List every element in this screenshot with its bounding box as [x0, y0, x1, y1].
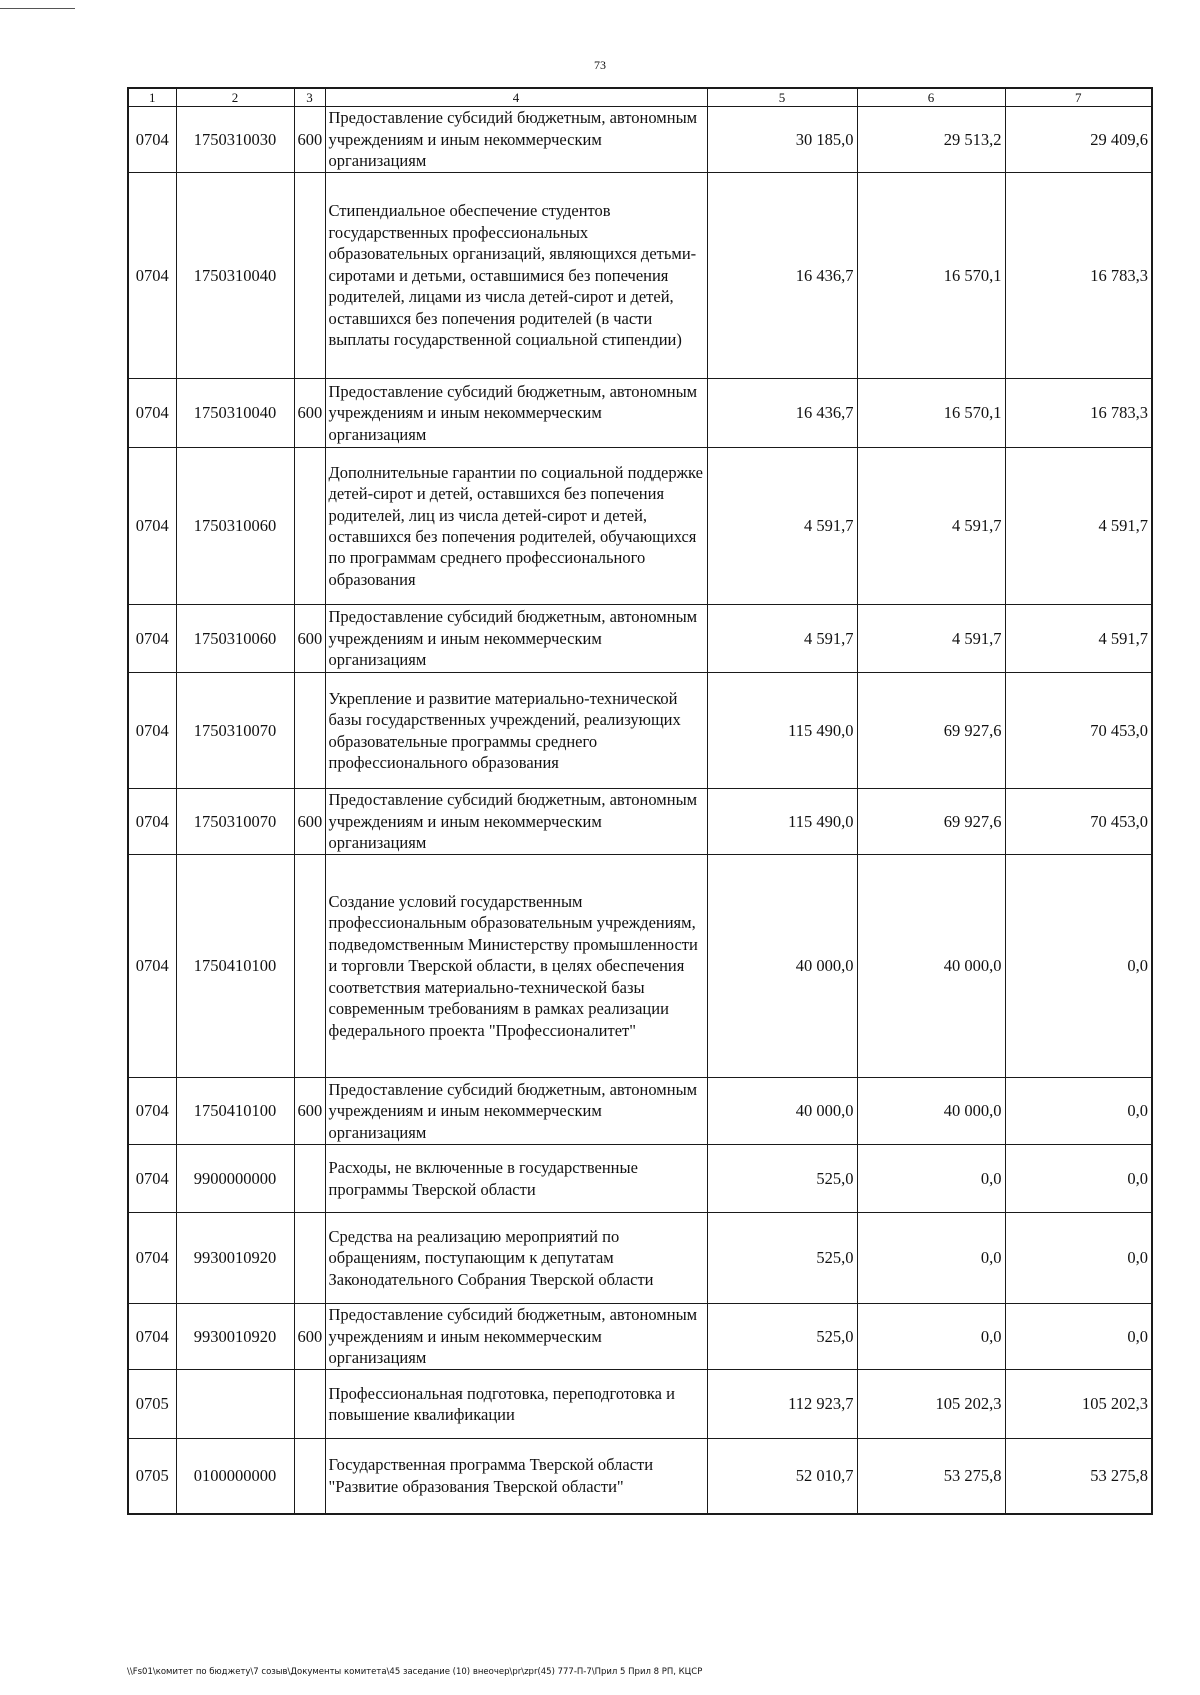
target-code: 1750310040	[176, 173, 294, 379]
table-row	[128, 605, 1152, 673]
amount-col6: 105 202,3	[857, 1370, 1005, 1439]
amount-col7: 0,0	[1005, 855, 1152, 1078]
expense-code	[294, 1145, 325, 1213]
expense-code: 600	[294, 789, 325, 855]
column-header: 6	[857, 88, 1005, 107]
expense-code	[294, 673, 325, 789]
expense-code: 600	[294, 605, 325, 673]
section-code: 0704	[128, 1078, 176, 1145]
section-code: 0704	[128, 1304, 176, 1370]
item-description: Создание условий государственным профессиональным образовательным учреждениям, подведомственным Министерству промышленности и торговли Тверской области, в целях обеспечения соответствия материально-технической базы современным требованиям в рамках реализации федерального проекта "Профессионалитет"	[325, 855, 707, 1078]
expense-code	[294, 1439, 325, 1514]
expense-code	[294, 173, 325, 379]
amount-col5: 52 010,7	[707, 1439, 857, 1514]
section-code: 0704	[128, 1213, 176, 1304]
table-row	[128, 379, 1152, 448]
amount-col6: 0,0	[857, 1304, 1005, 1370]
section-code: 0704	[128, 448, 176, 605]
item-description: Профессиональная подготовка, переподготовка и повышение квалификации	[325, 1370, 707, 1439]
amount-col7: 16 783,3	[1005, 379, 1152, 448]
amount-col6: 4 591,7	[857, 605, 1005, 673]
target-code: 1750310070	[176, 673, 294, 789]
table-row	[128, 1439, 1152, 1514]
table-row	[128, 1145, 1152, 1213]
expense-code	[294, 855, 325, 1078]
section-code: 0705	[128, 1370, 176, 1439]
section-code: 0704	[128, 605, 176, 673]
amount-col6: 40 000,0	[857, 855, 1005, 1078]
file-path-footer: \\Fs01\комитет по бюджету\7 созыв\Документы комитета\45 заседание (10) внеочер\pr\zpr(45) 777-П-7\Прил 5 Прил 8 РП, КЦСР	[127, 1667, 703, 1677]
amount-col5: 115 490,0	[707, 789, 857, 855]
target-code: 1750310040	[176, 379, 294, 448]
amount-col5: 16 436,7	[707, 173, 857, 379]
item-description: Дополнительные гарантии по социальной поддержке детей-сирот и детей, оставшихся без попечения родителей, лиц из числа детей-сирот и детей, оставшихся без попечения родителей, обучающихся по программам среднего профессионального образования	[325, 448, 707, 605]
amount-col5: 40 000,0	[707, 1078, 857, 1145]
amount-col6: 0,0	[857, 1213, 1005, 1304]
amount-col5: 4 591,7	[707, 605, 857, 673]
column-header: 7	[1005, 88, 1152, 107]
table-row	[128, 107, 1152, 173]
target-code: 1750310060	[176, 605, 294, 673]
amount-col6: 4 591,7	[857, 448, 1005, 605]
header-row	[128, 88, 1152, 107]
amount-col5: 115 490,0	[707, 673, 857, 789]
target-code: 9930010920	[176, 1213, 294, 1304]
amount-col7: 0,0	[1005, 1304, 1152, 1370]
item-description: Предоставление субсидий бюджетным, автономным учреждениям и иным некоммерческим организациям	[325, 1304, 707, 1370]
target-code: 1750410100	[176, 1078, 294, 1145]
table-row	[128, 1078, 1152, 1145]
amount-col5: 40 000,0	[707, 855, 857, 1078]
expense-code: 600	[294, 107, 325, 173]
amount-col6: 16 570,1	[857, 173, 1005, 379]
target-code: 1750410100	[176, 855, 294, 1078]
amount-col6: 40 000,0	[857, 1078, 1005, 1145]
amount-col7: 0,0	[1005, 1213, 1152, 1304]
amount-col5: 30 185,0	[707, 107, 857, 173]
table-row	[128, 1213, 1152, 1304]
amount-col5: 16 436,7	[707, 379, 857, 448]
table-row	[128, 1370, 1152, 1439]
amount-col7: 29 409,6	[1005, 107, 1152, 173]
expense-code: 600	[294, 1078, 325, 1145]
item-description: Расходы, не включенные в государственные программы Тверской области	[325, 1145, 707, 1213]
column-header: 5	[707, 88, 857, 107]
target-code: 1750310030	[176, 107, 294, 173]
target-code: 0100000000	[176, 1439, 294, 1514]
page-number: 73	[594, 58, 606, 72]
item-description: Предоставление субсидий бюджетным, автономным учреждениям и иным некоммерческим организациям	[325, 789, 707, 855]
amount-col5: 525,0	[707, 1304, 857, 1370]
expense-code	[294, 1370, 325, 1439]
item-description: Государственная программа Тверской области "Развитие образования Тверской области"	[325, 1439, 707, 1514]
amount-col7: 4 591,7	[1005, 605, 1152, 673]
item-description: Укрепление и развитие материально-технической базы государственных учреждений, реализующих образовательные программы среднего профессионального образования	[325, 673, 707, 789]
section-code: 0704	[128, 379, 176, 448]
amount-col6: 69 927,6	[857, 673, 1005, 789]
amount-col5: 525,0	[707, 1145, 857, 1213]
amount-col7: 70 453,0	[1005, 789, 1152, 855]
amount-col7: 16 783,3	[1005, 173, 1152, 379]
table-row	[128, 673, 1152, 789]
amount-col7: 0,0	[1005, 1078, 1152, 1145]
amount-col6: 29 513,2	[857, 107, 1005, 173]
item-description: Предоставление субсидий бюджетным, автономным учреждениям и иным некоммерческим организациям	[325, 107, 707, 173]
amount-col6: 16 570,1	[857, 379, 1005, 448]
target-code: 9900000000	[176, 1145, 294, 1213]
column-header: 2	[176, 88, 294, 107]
item-description: Средства на реализацию мероприятий по обращениям, поступающим к депутатам Законодательного Собрания Тверской области	[325, 1213, 707, 1304]
section-code: 0705	[128, 1439, 176, 1514]
amount-col7: 4 591,7	[1005, 448, 1152, 605]
item-description: Стипендиальное обеспечение студентов государственных профессиональных образовательных организаций, являющихся детьми-сиротами и детьми, оставшимися без попечения родителей, лицами из числа детей-сирот и детей, оставшихся без попечения родителей (в части выплаты государственной социальной стипендии)	[325, 173, 707, 379]
amount-col7: 53 275,8	[1005, 1439, 1152, 1514]
amount-col5: 4 591,7	[707, 448, 857, 605]
expense-code: 600	[294, 1304, 325, 1370]
budget-table	[127, 87, 1153, 1515]
column-header: 1	[128, 88, 176, 107]
target-code: 1750310060	[176, 448, 294, 605]
amount-col7: 105 202,3	[1005, 1370, 1152, 1439]
table-row	[128, 173, 1152, 379]
table-row	[128, 1304, 1152, 1370]
amount-col7: 0,0	[1005, 1145, 1152, 1213]
expense-code	[294, 1213, 325, 1304]
target-code: 9930010920	[176, 1304, 294, 1370]
top-rule	[0, 8, 75, 9]
amount-col6: 69 927,6	[857, 789, 1005, 855]
section-code: 0704	[128, 173, 176, 379]
section-code: 0704	[128, 107, 176, 173]
section-code: 0704	[128, 855, 176, 1078]
expense-code	[294, 448, 325, 605]
amount-col6: 53 275,8	[857, 1439, 1005, 1514]
column-header: 3	[294, 88, 325, 107]
item-description: Предоставление субсидий бюджетным, автономным учреждениям и иным некоммерческим организациям	[325, 605, 707, 673]
target-code	[176, 1370, 294, 1439]
amount-col6: 0,0	[857, 1145, 1005, 1213]
section-code: 0704	[128, 673, 176, 789]
table-row	[128, 789, 1152, 855]
table-row	[128, 448, 1152, 605]
column-header: 4	[325, 88, 707, 107]
section-code: 0704	[128, 789, 176, 855]
amount-col7: 70 453,0	[1005, 673, 1152, 789]
item-description: Предоставление субсидий бюджетным, автономным учреждениям и иным некоммерческим организациям	[325, 1078, 707, 1145]
target-code: 1750310070	[176, 789, 294, 855]
table-row	[128, 855, 1152, 1078]
item-description: Предоставление субсидий бюджетным, автономным учреждениям и иным некоммерческим организациям	[325, 379, 707, 448]
section-code: 0704	[128, 1145, 176, 1213]
amount-col5: 525,0	[707, 1213, 857, 1304]
amount-col5: 112 923,7	[707, 1370, 857, 1439]
expense-code: 600	[294, 379, 325, 448]
